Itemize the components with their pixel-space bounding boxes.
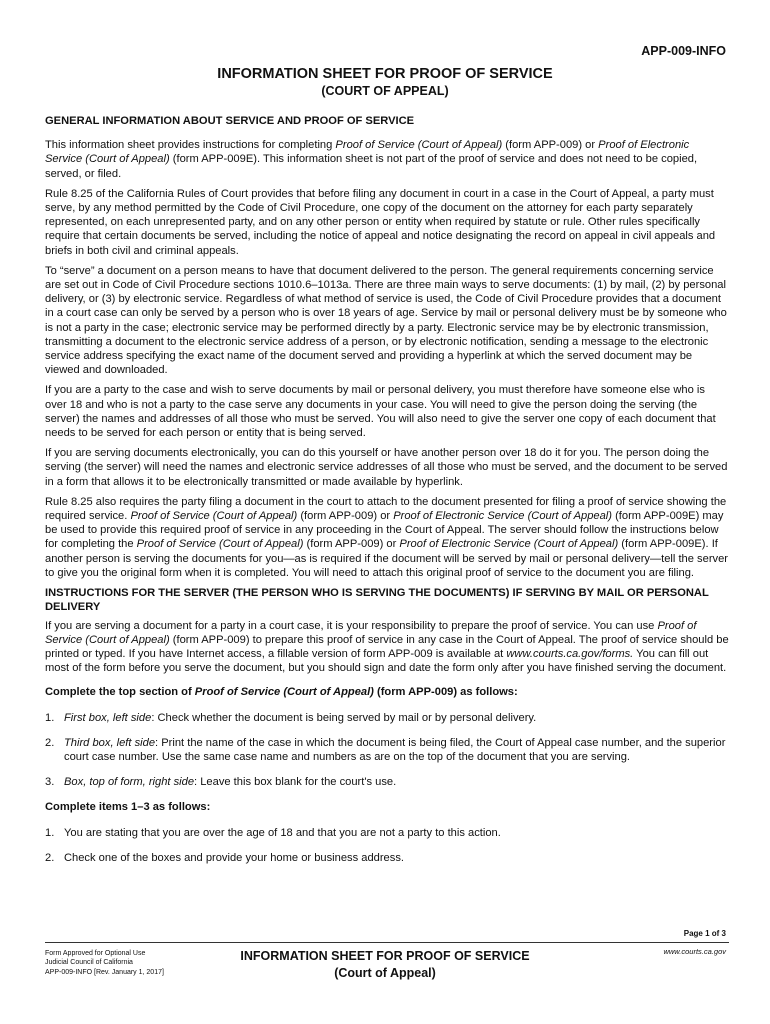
- server-heading: INSTRUCTIONS FOR THE SERVER (THE PERSON WHO IS SERVING THE DOCUMENTS) IF SERVING BY MAIL OR PERSONAL DELIVERY: [45, 587, 709, 614]
- items-list: [45, 826, 729, 865]
- footer-subtitle: (Court of Appeal): [334, 966, 436, 980]
- footer-council: Judicial Council of California: [45, 959, 133, 967]
- list-item: [45, 711, 729, 725]
- top-section-list: [45, 711, 729, 790]
- top-section-heading: Complete the top section of Proof of Service (Court of Appeal) (form APP-009) as follows:: [45, 686, 518, 699]
- page-subtitle: (COURT OF APPEAL): [321, 84, 449, 98]
- footer-title-block: [0, 948, 770, 982]
- server-paragraph-1: If you are serving a document for a party in a court case, it is your responsibility to prepare the proof of service. You can use Proof of Service (Court of Appeal) (form APP-009) to prepare this proof of service in any case in the Court of Appeal. The proof of service should be printed or typed. If you have Internet access, a fillable version of form APP-009 is available at www.courts.ca.gov/forms. You can fill out most of the form before you serve the document, but you should sign and date the form only after you have finished serving the document.: [45, 619, 729, 675]
- footer-title: INFORMATION SHEET FOR PROOF OF SERVICE: [240, 949, 530, 963]
- list-item-number: 1.: [45, 826, 55, 839]
- list-item-number: 2.: [45, 851, 55, 864]
- list-item-text: First box, left side: Check whether the document is being served by mail or by personal delivery.: [64, 711, 537, 724]
- footer-revision: APP-009-INFO [Rev. January 1, 2017]: [45, 968, 164, 976]
- general-paragraph-5: If you are serving documents electronically, you can do this yourself or have another person over 18 do it for you. The person doing the serving (the server) will need the names and electronic service addresses of all those who must be served, and the document to be served in a form that allows it to be electronically transmitted or made available by hyperlink.: [45, 447, 728, 488]
- list-item: [45, 826, 729, 840]
- page-title: INFORMATION SHEET FOR PROOF OF SERVICE: [217, 66, 553, 82]
- general-paragraph-1: This information sheet provides instructions for completing Proof of Service (Court of Appeal) (form APP-009) or Proof of Electronic Service (Court of Appeal) (form APP-009E). This information sheet is not part of the proof of service and does not need to be copied, served, or filed.: [45, 139, 698, 180]
- footer-approval: Form Approved for Optional Use: [45, 950, 146, 957]
- items-heading: Complete items 1–3 as follows:: [45, 801, 211, 814]
- list-item-text: Box, top of form, right side: Leave this box blank for the court's use.: [64, 776, 397, 789]
- list-item-text: Third box, left side: Print the name of the case in which the document is being filed, the Court of Appeal case number, and the superior court case number. Use the same case name and numbers as are on the top of the document that you are serving.: [64, 736, 726, 763]
- list-item-number: 3.: [45, 776, 55, 789]
- list-item-number: 2.: [45, 736, 55, 749]
- general-heading: GENERAL INFORMATION ABOUT SERVICE AND PROOF OF SERVICE: [45, 115, 415, 127]
- list-item: [45, 851, 729, 865]
- footer-website-link[interactable]: www.courts.ca.gov: [663, 947, 726, 956]
- list-item-text: You are stating that you are over the age of 18 and that you are not a party to this action.: [64, 826, 501, 839]
- list-item-number: 1.: [45, 711, 55, 724]
- general-paragraph-2: Rule 8.25 of the California Rules of Court provides that before filing any document in court in a case in the Court of Appeal, a party must serve, by any method permitted by the Code of Civil Procedure, one copy of the document on the attorney for each party separately represented, on each unrepresented party, and on any other person or entity when required by statute or rule. Other rules specifically require that certain documents be served, including the notice of appeal and notice designating the record on appeal in civil appeals and briefs in both civil and criminal appeals.: [45, 187, 716, 257]
- general-paragraph-6: Rule 8.25 also requires the party filing a document in the court to attach to the document presented for filing a proof of service showing the required service. Proof of Service (Court of Appeal) (form APP-009) or Proof of Electronic Service (Court of Appeal) (form APP-009E) may be used to provide this required proof of service in any proceeding in the Court of Appeal. The server should follow the instructions below for completing the Proof of Service (Court of Appeal) (form APP-009) or Proof of Electronic Service (Court of Appeal) (form APP-009E). If another person is serving the documents for you—as is required if the document will be served by mail or personal delivery—tell the server to give you the original form when it is completed. You will need to attach this original proof of service to the document you are filing.: [45, 495, 729, 579]
- document-body: [45, 114, 729, 876]
- general-paragraph-3: To “serve” a document on a person means to have that document delivered to the person. The general requirements concerning service are set out in Code of Civil Procedure sections 1010.6–1013a. There are three main ways to serve documents: (1) by mail, (2) by personal delivery, or (3) by electronic service. Regardless of what method of service is used, the Code of Civil Procedure provides that a document in a court case can only be served by a person who is over 18 years of age. Service by mail or personal delivery must be by someone who is not a party in the case; electronic service may be performed directly by a party. Electronic service may be by electronic transmission, transmitting a document to the electronic service address of a person, or by electronic notification, sending a message to the electronic service address specifying the exact name of the document served and providing a hyperlink at which the served document may be viewed and downloaded.: [45, 264, 727, 377]
- footer-divider: [45, 942, 729, 943]
- list-item-text: Check one of the boxes and provide your home or business address.: [64, 851, 404, 864]
- form-id: APP-009-INFO: [641, 44, 726, 58]
- general-paragraph-4: If you are a party to the case and wish to serve documents by mail or personal delivery, you must therefore have someone else who is over 18 and who is not a party to the case serve any documents in your case. You will need to give the person doing the serving (the server) the names and addresses of all those who must be served. You will also need to give the server one copy of each document that needs to be served for each person or entity that is being served.: [45, 384, 716, 440]
- page-number: Page 1 of 3: [683, 929, 726, 938]
- list-item: [45, 775, 729, 789]
- list-item: [45, 736, 729, 764]
